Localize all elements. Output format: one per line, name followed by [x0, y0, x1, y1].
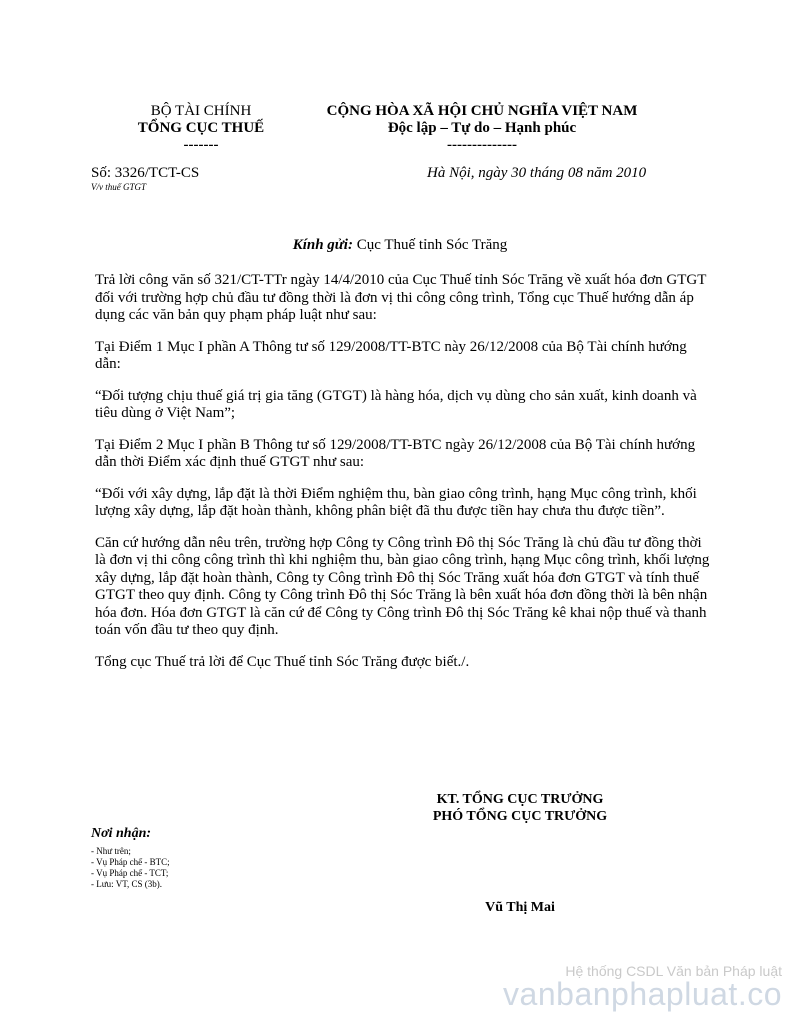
recipient-item: - Vụ Pháp chế - TCT;	[91, 868, 169, 878]
body-paragraph: Tổng cục Thuế trả lời để Cục Thuế tỉnh Sóc Trăng được biết./.	[95, 653, 470, 670]
recipient-item: - Như trên;	[91, 846, 131, 856]
recipients-title: Nơi nhận:	[91, 826, 152, 841]
issuer-divider: -------	[183, 137, 219, 153]
document-number: Số: 3326/TCT-CS	[91, 165, 200, 181]
signature-line-1: KT. TỔNG CỤC TRƯỞNG	[436, 792, 604, 807]
body-paragraph: Tại Điểm 1 Mục I phần A Thông tư số 129/2008/TT-BTC này 26/12/2008 của Bộ Tài chính hướng dẫn:	[95, 338, 687, 372]
body-paragraph: Trả lời công văn số 321/CT-TTr ngày 14/4/2010 của Cục Thuế tỉnh Sóc Trăng về xuất hóa đơn GTGT đối với trường hợp chủ đầu tư đồng thời là đơn vị thi công công trình, Tổng cục Thuế hướng dẫn áp dụng các văn bản quy phạm pháp luật như sau:	[95, 272, 707, 323]
country-name: CỘNG HÒA XÃ HỘI CHỦ NGHĨA VIỆT NAM	[326, 103, 638, 119]
addressee-value: Cục Thuế tỉnh Sóc Trăng	[356, 237, 508, 253]
recipient-item: - Vụ Pháp chế - BTC;	[91, 857, 170, 867]
document-subject: V/v thuế GTGT	[91, 182, 146, 192]
addressee	[0, 237, 800, 254]
watermark-caption: Hệ thống CSDL Văn bản Pháp luật	[565, 963, 782, 979]
signature-line-2: PHÓ TỔNG CỤC TRƯỞNG	[432, 809, 608, 824]
recipient-item: - Lưu: VT, CS (3b).	[91, 879, 163, 889]
signer-name: Vũ Thị Mai	[485, 900, 555, 915]
department-name: TỔNG CỤC THUẾ	[137, 120, 265, 136]
letter-body	[95, 272, 715, 685]
signature-title-block	[420, 791, 620, 825]
issuer-block	[118, 103, 284, 154]
document-date: Hà Nội, ngày 30 tháng 08 năm 2010	[427, 165, 647, 181]
ministry-name: BỘ TÀI CHÍNH	[150, 103, 252, 119]
watermark-domain: vanbanphapluat.co	[503, 976, 782, 1012]
national-motto: Độc lập – Tự do – Hạnh phúc	[387, 120, 577, 136]
national-title-block	[312, 103, 652, 154]
recipients-list	[91, 846, 170, 890]
body-paragraph: “Đối tượng chịu thuế giá trị gia tăng (GTGT) là hàng hóa, dịch vụ dùng cho sản xuất, kinh doanh và tiêu dùng ở Việt Nam”;	[95, 387, 697, 421]
body-paragraph: Tại Điểm 2 Mục I phần B Thông tư số 129/2008/TT-BTC ngày 26/12/2008 của Bộ Tài chính hướng dẫn thời Điểm xác định thuế GTGT như sau:	[95, 436, 696, 470]
body-paragraph: Căn cứ hướng dẫn nêu trên, trường hợp Công ty Công trình Đô thị Sóc Trăng là chủ đầu tư đồng thời là đơn vị thi công công trình thì khi nghiệm thu, bàn giao công trình, hạng Mục công trình, khối lượng xây dựng, lắp đặt hoàn thành, Công ty Công trình Đô thị Sóc Trăng xuất hóa đơn GTGT và tính thuế GTGT theo quy định. Công ty Công trình Đô thị Sóc Trăng là bên xuất hóa đơn đồng thời là bên nhận hóa đơn. Hóa đơn GTGT là căn cứ để Công ty Công trình Đô thị Sóc Trăng kê khai nộp thuế và thanh toán vốn đầu tư theo quy định.	[95, 534, 710, 638]
body-paragraph: “Đối với xây dựng, lắp đặt là thời Điểm nghiệm thu, bàn giao công trình, hạng Mục công trình, khối lượng xây dựng, lắp đặt hoàn thành, không phân biệt đã thu được tiền hay chưa thu được tiền”.	[95, 485, 697, 519]
motto-divider: --------------	[447, 137, 517, 153]
addressee-label: Kính gửi:	[292, 237, 353, 253]
